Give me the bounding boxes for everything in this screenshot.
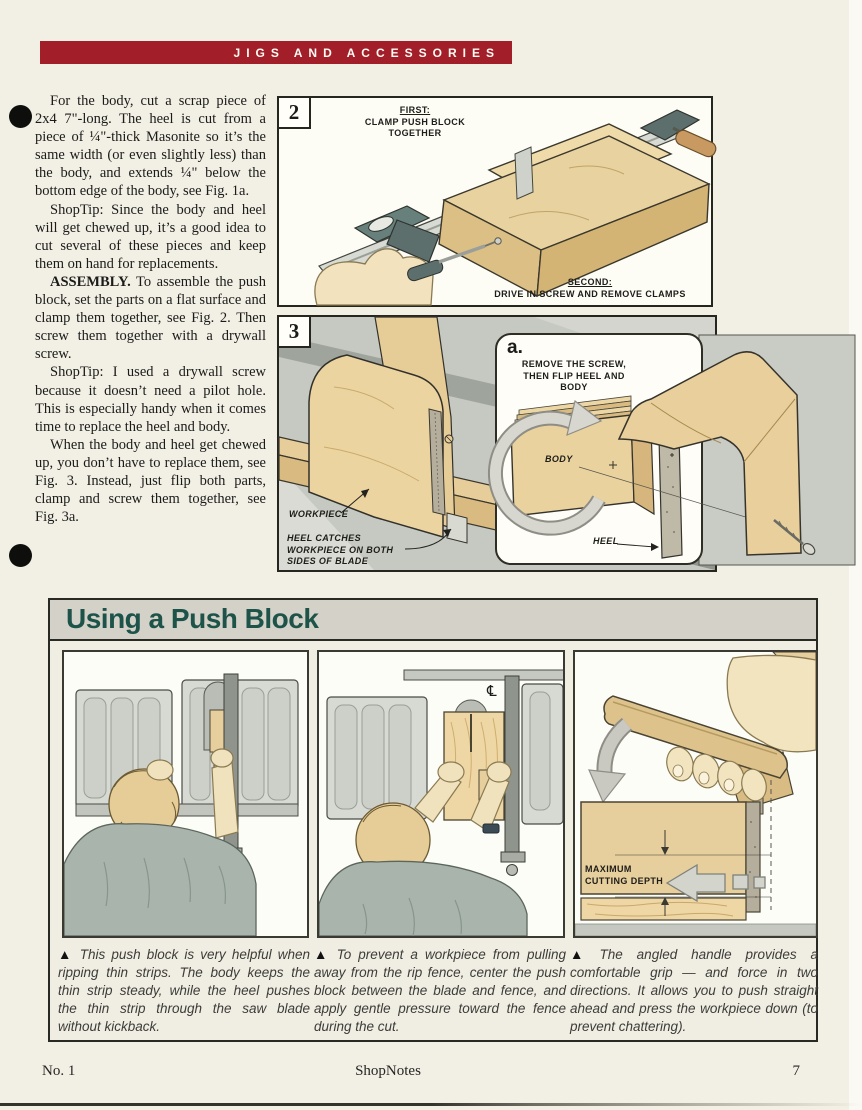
footer-page-number: 7: [792, 1063, 800, 1079]
paragraph: For the body, cut a scrap piece of 2x4 7"-long. The heel is cut from a piece of ¼"-thick Masonite so it’s the same width (or even slightly less) than the body, and extends ¼" below the bottom edge of the body, see Fig. 1a.: [35, 93, 266, 200]
step2-title: SECOND:: [567, 277, 613, 287]
caption-1-marker: ▲: [58, 947, 74, 962]
step1-text: CLAMP PUSH BLOCK TOGETHER: [364, 116, 466, 138]
figure-3: [277, 315, 717, 572]
figure-2-step2-label: [477, 277, 703, 300]
usage-panel-1: [62, 650, 309, 938]
figure-2-step1-label: [357, 105, 473, 140]
usage-panel-1-illustration: [64, 652, 307, 936]
usage-panel-2: [317, 650, 565, 938]
caption-1: [58, 946, 310, 1036]
figure-3-number-badge: 3: [277, 315, 311, 348]
usage-panel-3: [573, 650, 818, 938]
using-section-header: [50, 600, 816, 641]
page-bottom-edge: [0, 1103, 862, 1106]
inset-letter: a.: [507, 337, 523, 358]
figure-2-number-badge: 2: [277, 96, 311, 129]
section-title: JIGS AND ACCESSORIES: [233, 46, 500, 60]
figure-2-illustration: [279, 98, 711, 305]
caption-2-text: To prevent a workpiece from pulling away from the rip fence, center the push block between the blade and fence, and apply gentle pressure toward the fence during the cut.: [314, 947, 566, 1034]
workpiece-label: WORKPIECE: [289, 509, 349, 519]
heel-label: HEEL: [593, 536, 619, 546]
caption-1-text: This push block is very helpful when ripping thin strips. The body keeps the thin strip steady, while the heel pushes the thin strip through the saw blade without kickback.: [58, 947, 310, 1034]
caption-2-marker: ▲: [314, 947, 331, 962]
section-banner: [40, 41, 512, 64]
inset-instruction: REMOVE THE SCREW, THEN FLIP HEEL AND BODY: [521, 359, 627, 392]
article-text-column: [35, 92, 266, 526]
usage-panel-3-illustration: [575, 652, 816, 936]
paragraph: ShopTip: Since the body and heel will get chewed up, it’s a good idea to cut several of these pieces and keep them on hand for replacements.: [35, 201, 266, 272]
footer-magazine-name: ShopNotes: [355, 1063, 421, 1079]
hole-punch-top: [9, 105, 32, 128]
using-section-title: Using a Push Block: [66, 603, 319, 634]
step2-text: DRIVE IN SCREW AND REMOVE CLAMPS: [494, 288, 686, 299]
caption-3-marker: ▲: [570, 947, 594, 962]
hole-punch-bottom: [9, 544, 32, 567]
body-label: BODY: [545, 454, 573, 464]
caption-2: [314, 946, 566, 1036]
caption-3: [570, 946, 818, 1036]
usage-panel-2-illustration: [319, 652, 563, 936]
paragraph: ShopTip: I used a drywall screw because it doesn’t need a pilot hole. This is especially handy when it comes time to replace the heel and body.: [35, 364, 266, 435]
caption-3-text: The angled handle provides a comfortable grip — and force in two directions. It allows you to push straight ahead and press the workpiece down (to prevent chattering).: [570, 947, 818, 1034]
footer-issue-number: No. 1: [42, 1063, 76, 1079]
centerline-symbol: ℄: [487, 684, 497, 700]
paragraph: ASSEMBLY. To assemble the push block, set the parts on a flat surface and clamp them together, see Fig. 2. Then screw them together with a drywall screw.: [35, 273, 266, 363]
figure-2: [277, 96, 713, 307]
paragraph: When the body and heel get chewed up, you don’t have to replace them, see Fig. 3. Instead, just flip both parts, clamp and screw them together, see Fig. 3a.: [35, 436, 266, 526]
step1-title: FIRST:: [399, 105, 431, 115]
max-cutting-depth-label: MAXIMUM CUTTING DEPTH: [585, 864, 664, 886]
heel-note-label: HEEL CATCHES WORKPIECE ON BOTH SIDES OF BLADE: [287, 533, 394, 566]
